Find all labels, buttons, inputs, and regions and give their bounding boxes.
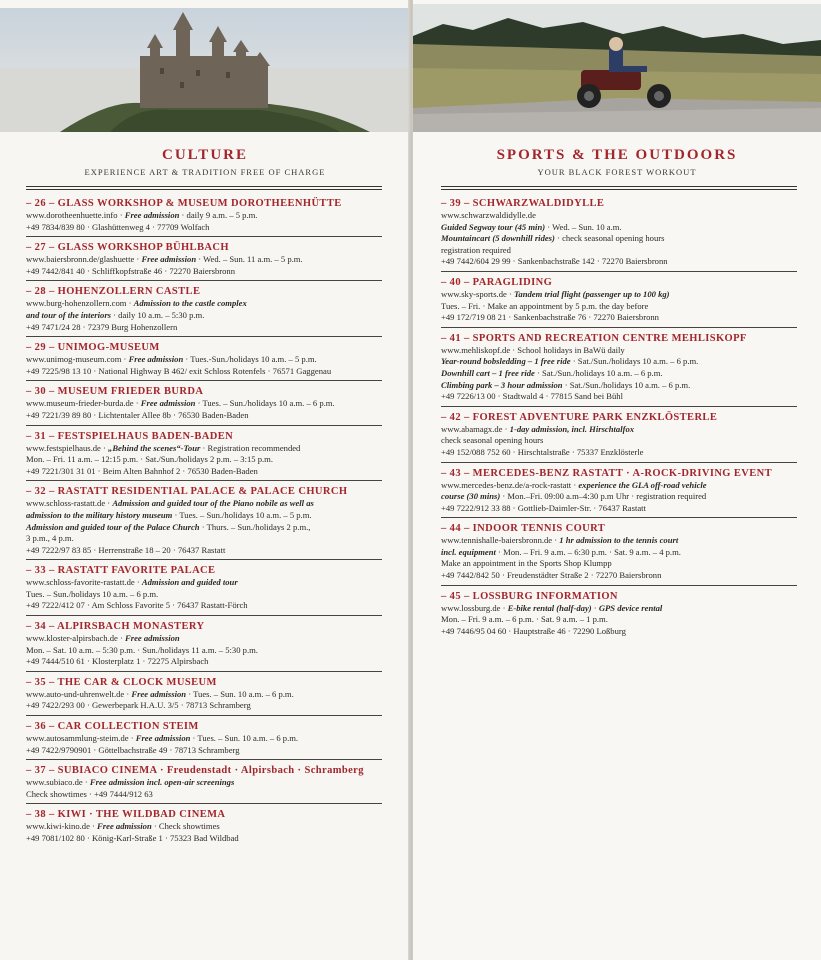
castle-photo: [0, 8, 410, 132]
entry-title: – 28 – HOHENZOLLERN CASTLE: [26, 286, 201, 298]
entry-title: – 32 – RASTATT RESIDENTIAL PALACE & PALACE CHURCH: [26, 486, 348, 498]
highlight-text: experience the GLA off-road vehicle: [578, 479, 707, 490]
plain-text: www.lossburg.de ·: [441, 602, 508, 613]
entry-line: [441, 312, 797, 324]
plain-text: +49 7444/510 61 · Klosterplatz 1 · 72275 Alpirsbach: [26, 656, 209, 667]
plain-text: www.burg-hohenzollern.com ·: [26, 298, 134, 309]
plain-text: ·: [591, 602, 599, 613]
entry-line: [26, 210, 382, 222]
highlight-text: Free admission: [135, 733, 191, 744]
plain-text: www.abamagx.de ·: [441, 423, 510, 434]
plain-text: +49 7442/842 50 · Freudenstädter Straße 2 · 72270 Baiersbronn: [441, 570, 662, 581]
entry-line: [26, 833, 382, 845]
entry-line: [441, 256, 797, 268]
entry-title: – 39 – SCHWARZWALDIDYLLE: [441, 198, 605, 209]
entry-line: [26, 789, 382, 801]
culture-entry: [26, 381, 382, 425]
entry-line: [26, 222, 382, 234]
plain-text: · Sat./Sun./holidays 10 a.m. – 6 p.m.: [562, 379, 691, 390]
entry-line: [441, 424, 797, 436]
entry-line: [441, 245, 797, 257]
entry-title: – 26 – GLASS WORKSHOP & MUSEUM DOROTHEENHÜTTE: [26, 198, 342, 209]
entry-line: [26, 322, 382, 334]
plain-text: +49 7471/24 28 · 72379 Burg Hohenzollern: [26, 321, 178, 332]
highlight-text: Free admission incl. open-air screenings: [89, 777, 235, 788]
plain-text: www.festspielhaus.de ·: [26, 442, 109, 453]
entry-title: – 27 – GLASS WORKSHOP BÜHLBACH: [26, 242, 229, 254]
highlight-text: Admission to the castle complex: [133, 298, 247, 309]
entry-line: [26, 745, 382, 757]
plain-text: www.mehliskopf.de · School holidays in BaWü daily: [441, 344, 625, 355]
culture-entry: [26, 193, 382, 237]
sports-entry: [441, 328, 797, 407]
plain-text: · Tues. – Sun./holidays 10 a.m. – 5 p.m.: [172, 509, 312, 520]
entry-title: – 33 – RASTATT FAVORITE PALACE: [26, 565, 216, 577]
entry-line: [26, 354, 382, 366]
entry-title: – 36 – CAR COLLECTION STEIM: [26, 721, 199, 733]
highlight-text: Year-round bobsledding – 1 free ride: [441, 356, 571, 367]
plain-text: www.subiaco.de ·: [26, 777, 90, 788]
entry-line: [26, 298, 382, 310]
plain-text: +49 7222/412 07 · Am Schloss Favorite 5 · 76437 Rastatt-Förch: [26, 600, 248, 611]
plain-text: · Tues.-Sun./holidays 10 a.m. – 5 p.m.: [183, 354, 317, 365]
entry-title: – 38 – KIWI · THE WILDBAD CINEMA: [26, 809, 226, 821]
plain-text: +49 7081/102 80 · König-Karl-Straße 1 · 75323 Bad Wildbad: [26, 833, 239, 843]
plain-text: Mon. – Fri. 9 a.m. – 6 p.m. · Sat. 9 a.m. – 1 p.m.: [441, 614, 608, 625]
plain-text: www.schloss-rastatt.de ·: [26, 498, 113, 509]
mountaincart-photo: [413, 4, 821, 132]
plain-text: www.kloster-alpirsbach.de ·: [26, 633, 126, 644]
plain-text: · Wed. – Sun. 11 a.m. – 5 p.m.: [196, 254, 303, 265]
plain-text: · daily 9 a.m. – 5 p.m.: [179, 210, 258, 220]
entry-line: [441, 380, 797, 392]
entry-line: [441, 603, 797, 615]
entry-title: – 35 – THE CAR & CLOCK MUSEUM: [26, 676, 217, 688]
entry-line: [26, 310, 382, 322]
plain-text: +49 152/088 752 60 · Hirschtalstraße · 75337 Enzklösterle: [441, 446, 644, 457]
culture-entry: [26, 426, 382, 482]
sports-entry: [441, 407, 797, 463]
entry-line: [26, 545, 382, 557]
culture-entry: [26, 616, 382, 672]
entry-line: [26, 700, 382, 712]
entry-line: [441, 480, 797, 492]
sports-entry: [441, 586, 797, 641]
entry-line: [26, 398, 382, 410]
highlight-text: Free admission: [128, 354, 184, 365]
entry-line: [26, 266, 382, 278]
entry-line: [441, 535, 797, 547]
entry-line: [26, 466, 382, 478]
highlight-text: Guided Segway tour (45 min): [441, 221, 546, 232]
highlight-text: and tour of the interiors: [26, 309, 112, 320]
entry-line: [26, 645, 382, 657]
entry-line: [26, 821, 382, 833]
plain-text: · check seasonal opening hours: [554, 233, 665, 244]
entry-line: [441, 391, 797, 403]
entry-title: – 45 – LOSSBURG INFORMATION: [441, 590, 618, 602]
entry-line: [441, 222, 797, 234]
plain-text: Make an appointment in the Sports Shop Klumpp: [441, 558, 612, 569]
culture-entry: [26, 716, 382, 760]
highlight-text: Downhill cart – 1 free ride: [441, 367, 535, 378]
plain-text: +49 7221/39 89 80 · Lichtentaler Allee 8b · 76530 Baden-Baden: [26, 409, 249, 420]
plain-text: · Check showtimes: [151, 821, 220, 832]
plain-text: www.auto-und-uhrenwelt.de ·: [26, 688, 132, 699]
plain-text: · daily 10 a.m. – 5:30 p.m.: [111, 309, 205, 320]
plain-text: www.baiersbronn.de/glashuette ·: [26, 254, 142, 265]
entry-line: [26, 498, 382, 510]
sports-entry: [441, 518, 797, 585]
culture-entry: [26, 760, 382, 804]
entry-line: [26, 366, 382, 378]
culture-entry: [26, 672, 382, 716]
sports-subtitle: YOUR BLACK FOREST WORKOUT: [537, 167, 697, 177]
culture-list: [26, 193, 382, 848]
highlight-text: E-bike rental (half-day): [507, 602, 592, 613]
highlight-text: 1-day admission, incl. Hirschtalfox: [509, 423, 635, 434]
entry-line: [26, 454, 382, 466]
highlight-text: Free admission: [124, 210, 180, 220]
highlight-text: Free admission: [97, 821, 152, 832]
entry-line: [441, 558, 797, 570]
sports-entry: [441, 272, 797, 328]
entry-title: – 40 – PARAGLIDING: [441, 276, 553, 288]
left-page: [0, 0, 410, 960]
plain-text: check seasonal opening hours: [441, 435, 544, 446]
highlight-text: Admission and guided tour: [141, 577, 238, 588]
plain-text: · Mon.–Fri. 09:00 a.m–4:30 p.m Uhr · registration required: [500, 491, 707, 502]
highlight-text: Free admission: [140, 398, 196, 409]
entry-line: [26, 443, 382, 455]
plain-text: 3 p.m., 4 p.m.: [26, 533, 74, 544]
sports-top-rule: [441, 186, 797, 190]
highlight-text: Free admission: [141, 254, 197, 265]
plain-text: www.sky-sports.de ·: [441, 288, 514, 299]
plain-text: +49 7221/301 31 01 · Beim Alten Bahnhof 2 · 76530 Baden-Baden: [26, 465, 258, 476]
plain-text: registration required: [441, 244, 511, 255]
highlight-text: Free admission: [131, 688, 187, 699]
entry-line: [441, 435, 797, 447]
plain-text: · Tues. – Sun. 10 a.m. – 6 p.m.: [190, 733, 299, 744]
entry-title: – 41 – SPORTS AND RECREATION CENTRE MEHLISKOPF: [441, 332, 747, 344]
entry-line: [441, 210, 797, 222]
entry-line: [26, 533, 382, 545]
entry-title: – 42 – FOREST ADVENTURE PARK ENZKLÖSTERLE: [441, 411, 718, 423]
highlight-text: 1 hr admission to the tennis court: [559, 535, 679, 546]
highlight-text: „Behind the scenes“-Tour: [108, 442, 201, 453]
entry-line: [441, 233, 797, 245]
sports-title: SPORTS & THE OUTDOORS: [496, 147, 738, 163]
entry-line: [441, 614, 797, 626]
entry-title: – 43 – MERCEDES-BENZ RASTATT · A-ROCK-DRIVING EVENT: [441, 467, 773, 479]
entry-line: [441, 289, 797, 301]
plain-text: www.schwarzwaldidylle.de: [441, 210, 536, 220]
entry-line: [26, 656, 382, 668]
entry-line: [441, 491, 797, 503]
plain-text: · Tues. – Sun. 10 a.m. – 6 p.m.: [186, 688, 294, 699]
entry-title: – 37 – SUBIACO CINEMA · Freudenstadt · Alpirsbach · Schramberg: [26, 765, 364, 777]
plain-text: Tues. – Fri. · Make an appointment by 5 p.m. the day before: [441, 300, 649, 311]
highlight-text: Free admission: [125, 633, 180, 644]
entry-line: [441, 447, 797, 459]
plain-text: Mon. – Sat. 10 a.m. – 5:30 p.m. · Sun./holidays 11 a.m. – 5:30 p.m.: [26, 644, 258, 655]
entry-line: [26, 633, 382, 645]
highlight-text: Admission and guided tour of the Palace Church: [26, 521, 200, 532]
plain-text: www.mercedes-benz.de/a-rock-rastatt ·: [441, 479, 579, 490]
plain-text: +49 7225/98 13 10 · National Highway B 462/ exit Schloss Rotenfels · 76571 Gaggenau: [26, 365, 332, 376]
highlight-text: Climbing park – 3 hour admission: [441, 379, 563, 390]
plain-text: www.autosammlung-steim.de ·: [26, 733, 136, 744]
entry-line: [441, 626, 797, 638]
plain-text: · Registration recommended: [200, 442, 301, 453]
plain-text: +49 7834/839 80 · Glashüttenweg 4 · 77709 Wolfach: [26, 221, 210, 232]
sports-list: [441, 193, 797, 640]
entry-line: [26, 510, 382, 522]
plain-text: www.dorotheenhuette.info ·: [26, 210, 125, 220]
sports-entry: [441, 193, 797, 272]
plain-text: +49 7422/9790901 · Göttelbachstraße 49 · 78713 Schramberg: [26, 744, 240, 755]
plain-text: +49 172/719 08 21 · Sankenbachstraße 76 · 72270 Baiersbronn: [441, 312, 659, 323]
plain-text: +49 7222/912 33 88 · Gottlieb-Daimler-Str. · 76437 Rastatt: [441, 502, 646, 513]
entry-line: [26, 254, 382, 266]
entry-line: [26, 577, 382, 589]
culture-title: CULTURE: [162, 147, 248, 163]
entry-title: – 30 – MUSEUM FRIEDER BURDA: [26, 386, 204, 398]
culture-subtitle: EXPERIENCE ART & TRADITION FREE OF CHARGE: [84, 167, 326, 177]
entry-line: [441, 503, 797, 515]
plain-text: +49 7222/97 83 85 · Herrenstraße 18 – 20 · 76437 Rastatt: [26, 544, 226, 555]
culture-entry: [26, 560, 382, 616]
entry-line: [26, 733, 382, 745]
culture-entry: [26, 281, 382, 337]
plain-text: www.schloss-favorite-rastatt.de ·: [26, 577, 142, 588]
highlight-text: Tandem trial flight (passenger up to 100 kg): [513, 288, 670, 299]
entry-line: [26, 410, 382, 422]
plain-text: +49 7442/841 40 · Schliffkopfstraße 46 · 72270 Baiersbronn: [26, 265, 235, 276]
plain-text: +49 7422/293 00 · Gewerbepark H.A.U. 3/5 · 78713 Schramberg: [26, 700, 251, 711]
culture-entry: [26, 237, 382, 281]
highlight-text: incl. equipment: [441, 546, 496, 557]
plain-text: +49 7226/13 00 · Stadtwald 4 · 77815 Sand bei Bühl: [441, 391, 623, 402]
plain-text: www.unimog-museum.com ·: [26, 354, 129, 365]
plain-text: · Sat./Sun./holidays 10 a.m. – 6 p.m.: [570, 356, 699, 367]
culture-entry: [26, 804, 382, 847]
plain-text: · Thurs. – Sun./holidays 2 p.m.,: [199, 521, 311, 532]
plain-text: www.tennishalle-baiersbronn.de ·: [441, 535, 560, 546]
entry-title: – 34 – ALPIRSBACH MONASTERY: [26, 621, 205, 633]
plain-text: Tues. – Sun./holidays 10 a.m. – 6 p.m.: [26, 588, 159, 599]
plain-text: Mon. – Fri. 11 a.m. – 12:15 p.m. · Sat./Sun./holidays 2 p.m. – 3:15 p.m.: [26, 454, 273, 465]
plain-text: · Sat./Sun./holidays 10 a.m. – 6 p.m.: [534, 367, 663, 378]
plain-text: · Mon. – Fri. 9 a.m. – 6:30 p.m. · Sat. 9 a.m. – 4 p.m.: [495, 546, 681, 557]
entry-line: [441, 345, 797, 357]
entry-line: [26, 589, 382, 601]
highlight-text: GPS device rental: [598, 602, 663, 613]
plain-text: · Wed. – Sun. 10 a.m.: [545, 221, 622, 232]
culture-entry: [26, 337, 382, 381]
highlight-text: Admission and guided tour of the Piano nobile as well as: [112, 498, 314, 509]
entry-title: – 31 – FESTSPIELHAUS BADEN-BADEN: [26, 430, 234, 442]
highlight-text: Mountaincart (5 downhill rides): [441, 233, 555, 244]
culture-top-rule: [26, 186, 382, 190]
entry-line: [441, 570, 797, 582]
entry-title: – 29 – UNIMOG-MUSEUM: [26, 342, 160, 354]
entry-title: – 44 – INDOOR TENNIS COURT: [441, 523, 606, 535]
plain-text: +49 7446/95 04 60 · Hauptstraße 46 · 72290 Loßburg: [441, 625, 626, 636]
entry-line: [441, 368, 797, 380]
entry-line: [26, 522, 382, 534]
plain-text: Check showtimes · +49 7444/912 63: [26, 788, 153, 799]
highlight-text: course (30 mins): [441, 491, 501, 502]
entry-line: [26, 689, 382, 701]
entry-line: [441, 356, 797, 368]
plain-text: www.kiwi-kino.de ·: [26, 821, 98, 832]
right-page: [413, 0, 821, 960]
plain-text: www.museum-frieder-burda.de ·: [26, 398, 141, 409]
entry-line: [441, 547, 797, 559]
entry-line: [26, 600, 382, 612]
plain-text: · Tues. – Sun./holidays 10 a.m. – 6 p.m.: [195, 398, 335, 409]
culture-entry: [26, 481, 382, 560]
plain-text: +49 7442/604 29 99 · Sankenbachstraße 142 · 72270 Baiersbronn: [441, 256, 668, 267]
sports-entry: [441, 463, 797, 519]
entry-line: [441, 301, 797, 313]
entry-line: [26, 777, 382, 789]
highlight-text: admission to the military history museum: [26, 509, 173, 520]
